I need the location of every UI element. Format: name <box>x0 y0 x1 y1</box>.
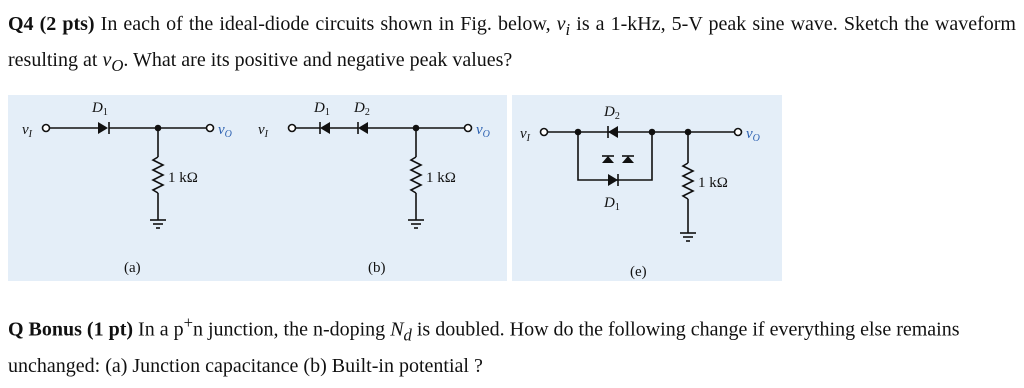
question-4-text: . What are its positive and negative peak values? <box>123 49 513 71</box>
circuit-a-b <box>8 95 507 281</box>
circuit-b-output-label: $v_O$ <box>476 122 490 140</box>
nd-subscript: d <box>403 325 412 345</box>
vi-symbol: v <box>556 13 566 35</box>
vo-subscript: O <box>111 56 124 75</box>
circuit-b-resistor-label: 1 kΩ <box>426 170 456 186</box>
bonus-label: Q Bonus (1 pt) <box>8 318 134 341</box>
question-4-label: Q4 (2 pts) <box>8 13 95 35</box>
circuit-a-caption: (a) <box>124 260 141 276</box>
vo-symbol: v <box>102 49 112 71</box>
circuit-e-input-label: $v_I$ <box>520 126 531 144</box>
circuit-a-output-label: $v_O$ <box>218 122 232 140</box>
circuit-e-diode-d2-label: $D_2$ <box>604 104 620 122</box>
circuit-a-resistor-label: 1 kΩ <box>168 170 198 186</box>
bonus-text: is doubled. How do the following change if everything else remains unchanged: (a) Junction capacitance (b) Built-in potential ? <box>8 318 960 377</box>
circuit-e <box>512 95 782 281</box>
nd-symbol: N <box>390 318 404 341</box>
circuit-e-output-label: $v_O$ <box>746 126 760 144</box>
bonus-question <box>8 308 1016 381</box>
circuit-a-input-label: $v_I$ <box>22 122 33 140</box>
vi-subscript: i <box>565 20 571 39</box>
circuit-b-caption: (b) <box>368 260 386 276</box>
circuit-e-resistor-label: 1 kΩ <box>698 175 728 191</box>
bonus-text: n junction, the n-doping <box>192 318 391 341</box>
figure-panel-e <box>512 95 782 281</box>
question-4 <box>8 9 1016 81</box>
circuit-b-input-label: $v_I$ <box>258 122 269 140</box>
circuit-b-diode-d1-label: $D_1$ <box>314 100 330 118</box>
question-4-text: In each of the ideal-diode circuits shown in Fig. below, <box>94 13 557 35</box>
figure-panel-ab <box>8 95 507 281</box>
question-4-text: is a 1-kHz, 5-V peak sine wave. Sketch the waveform resulting at <box>8 13 1016 71</box>
circuit-e-caption: (e) <box>630 264 647 280</box>
bonus-superscript: + <box>183 313 193 332</box>
circuit-b-diode-d2-label: $D_2$ <box>354 100 370 118</box>
circuit-a-diode-d1-label: $D_1$ <box>92 100 108 118</box>
circuit-e-diode-d1-label: $D_1$ <box>604 195 620 213</box>
bonus-text: In a p <box>133 318 184 341</box>
